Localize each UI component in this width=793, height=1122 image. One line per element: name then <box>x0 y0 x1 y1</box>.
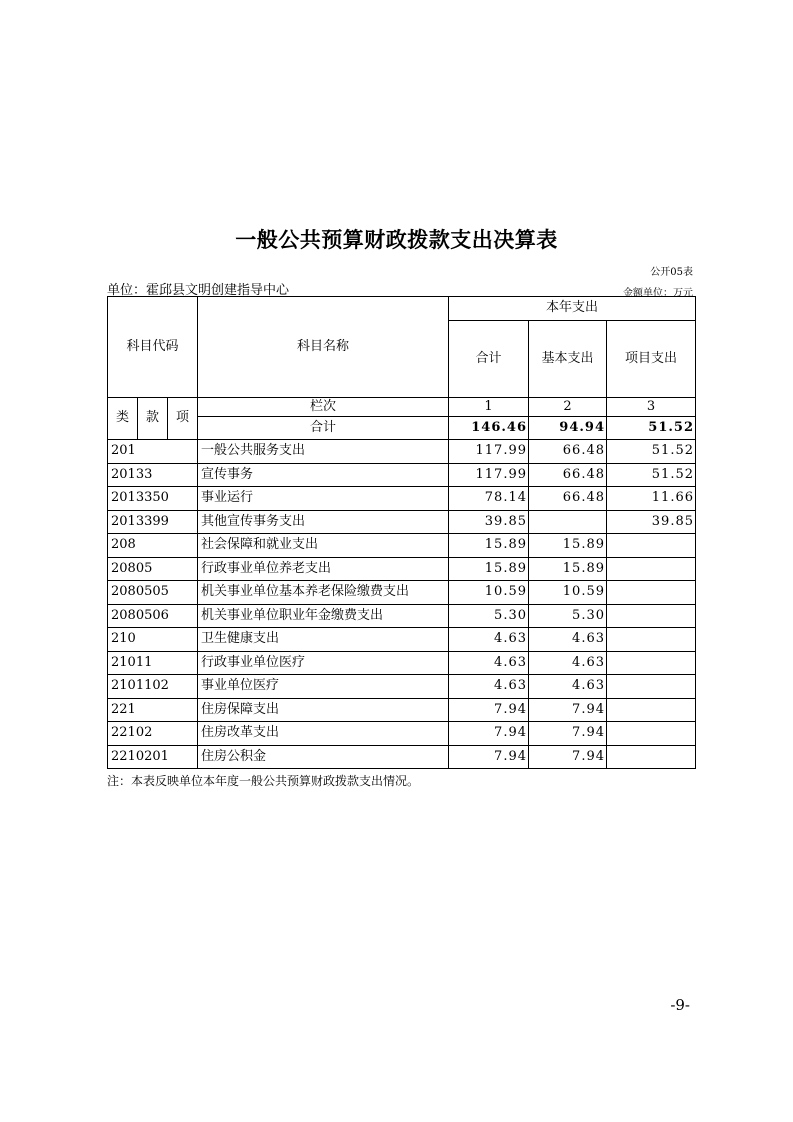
row-name: 宣传事务 <box>198 463 449 487</box>
row-basic: 15.89 <box>529 534 607 558</box>
row-basic: 66.48 <box>529 440 607 464</box>
row-code: 221 <box>108 698 198 722</box>
row-name: 机关事业单位基本养老保险缴费支出 <box>198 581 449 605</box>
row-name: 机关事业单位职业年金缴费支出 <box>198 604 449 628</box>
row-total: 15.89 <box>449 534 529 558</box>
xiang-header: 项 <box>168 397 198 440</box>
row-project <box>607 722 696 746</box>
row-code: 208 <box>108 534 198 558</box>
table-row <box>108 628 696 652</box>
column-no-label: 栏次 <box>198 397 449 416</box>
subject-code-header: 科目代码 <box>108 297 198 398</box>
form-code: 公开05表 <box>650 267 693 278</box>
money-unit: 金额单位：万元 <box>623 288 693 299</box>
row-project: 51.52 <box>607 463 696 487</box>
table-row <box>108 698 696 722</box>
table-row <box>108 604 696 628</box>
row-total: 4.63 <box>449 628 529 652</box>
kuan-header: 款 <box>138 397 168 440</box>
row-basic <box>529 510 607 534</box>
table-row <box>108 557 696 581</box>
row-name: 卫生健康支出 <box>198 628 449 652</box>
row-basic: 7.94 <box>529 698 607 722</box>
unit-label: 单位：霍邱县文明创建指导中心 <box>107 283 290 298</box>
header-row-3 <box>108 397 696 416</box>
row-total: 4.63 <box>449 651 529 675</box>
row-project <box>607 698 696 722</box>
row-name: 事业运行 <box>198 487 449 511</box>
expenditure-table <box>107 296 696 769</box>
row-project <box>607 628 696 652</box>
row-basic: 66.48 <box>529 487 607 511</box>
row-code: 21011 <box>108 651 198 675</box>
row-basic: 5.30 <box>529 604 607 628</box>
row-basic: 4.63 <box>529 628 607 652</box>
row-total: 117.99 <box>449 463 529 487</box>
row-project <box>607 581 696 605</box>
basic-header: 基本支出 <box>529 320 607 397</box>
total-label: 合计 <box>198 416 449 440</box>
row-name: 行政事业单位医疗 <box>198 651 449 675</box>
row-code: 2013350 <box>108 487 198 511</box>
row-project <box>607 745 696 769</box>
total-header: 合计 <box>449 320 529 397</box>
table-row <box>108 745 696 769</box>
row-total: 15.89 <box>449 557 529 581</box>
row-code: 20133 <box>108 463 198 487</box>
project-header: 项目支出 <box>607 320 696 397</box>
row-basic: 10.59 <box>529 581 607 605</box>
lei-header: 类 <box>108 397 138 440</box>
current-year-header: 本年支出 <box>449 297 696 321</box>
row-name: 住房公积金 <box>198 745 449 769</box>
row-project <box>607 534 696 558</box>
total-total: 146.46 <box>449 416 529 440</box>
row-project <box>607 557 696 581</box>
table-row <box>108 487 696 511</box>
col-2: 2 <box>529 397 607 416</box>
row-total: 7.94 <box>449 722 529 746</box>
header-row-1 <box>108 297 696 321</box>
row-project <box>607 675 696 699</box>
table-row <box>108 722 696 746</box>
row-name: 其他宣传事务支出 <box>198 510 449 534</box>
total-basic: 94.94 <box>529 416 607 440</box>
table-row <box>108 651 696 675</box>
row-total: 117.99 <box>449 440 529 464</box>
row-name: 一般公共服务支出 <box>198 440 449 464</box>
row-code: 210 <box>108 628 198 652</box>
row-total: 7.94 <box>449 698 529 722</box>
row-name: 社会保障和就业支出 <box>198 534 449 558</box>
table-note: 注：本表反映单位本年度一般公共预算财政拨款支出情况。 <box>107 774 420 788</box>
row-code: 2101102 <box>108 675 198 699</box>
row-total: 39.85 <box>449 510 529 534</box>
row-code: 22102 <box>108 722 198 746</box>
row-total: 10.59 <box>449 581 529 605</box>
table-row <box>108 510 696 534</box>
col-3: 3 <box>607 397 696 416</box>
table-row <box>108 463 696 487</box>
col-1: 1 <box>449 397 529 416</box>
page-number: -9- <box>670 996 690 1014</box>
row-total: 78.14 <box>449 487 529 511</box>
row-basic: 7.94 <box>529 722 607 746</box>
table-row <box>108 581 696 605</box>
row-name: 行政事业单位养老支出 <box>198 557 449 581</box>
row-code: 20805 <box>108 557 198 581</box>
row-name: 事业单位医疗 <box>198 675 449 699</box>
row-code: 2013399 <box>108 510 198 534</box>
row-basic: 4.63 <box>529 675 607 699</box>
row-basic: 66.48 <box>529 463 607 487</box>
row-project: 39.85 <box>607 510 696 534</box>
row-project <box>607 651 696 675</box>
total-project: 51.52 <box>607 416 696 440</box>
row-total: 7.94 <box>449 745 529 769</box>
row-code: 2080506 <box>108 604 198 628</box>
row-code: 2210201 <box>108 745 198 769</box>
table-row <box>108 534 696 558</box>
table-row <box>108 440 696 464</box>
row-basic: 15.89 <box>529 557 607 581</box>
row-basic: 4.63 <box>529 651 607 675</box>
page-title: 一般公共预算财政拨款支出决算表 <box>235 228 558 252</box>
row-name: 住房改革支出 <box>198 722 449 746</box>
row-code: 2080505 <box>108 581 198 605</box>
subject-name-header: 科目名称 <box>198 297 449 398</box>
row-code: 201 <box>108 440 198 464</box>
row-project <box>607 604 696 628</box>
row-project: 11.66 <box>607 487 696 511</box>
table-row <box>108 675 696 699</box>
row-basic: 7.94 <box>529 745 607 769</box>
row-project: 51.52 <box>607 440 696 464</box>
row-name: 住房保障支出 <box>198 698 449 722</box>
row-total: 4.63 <box>449 675 529 699</box>
row-total: 5.30 <box>449 604 529 628</box>
